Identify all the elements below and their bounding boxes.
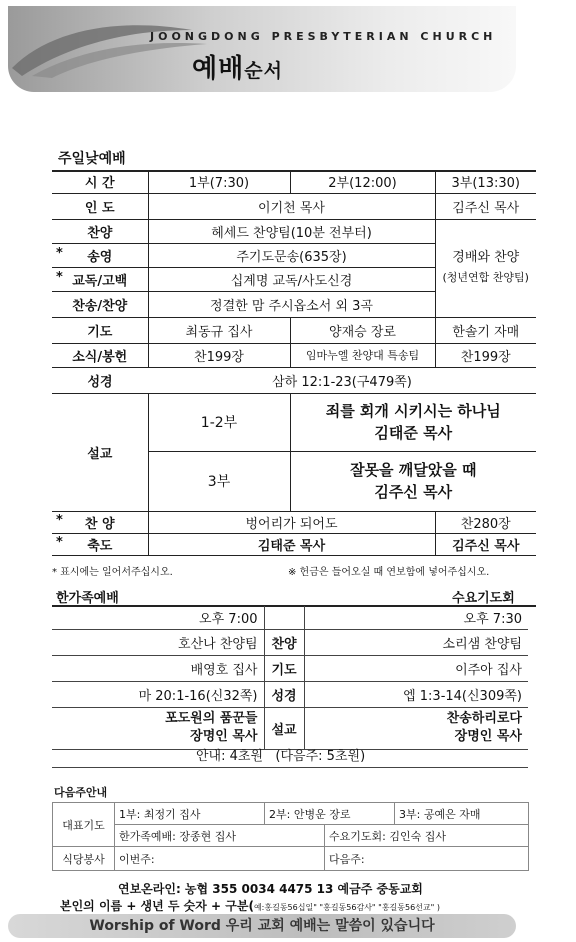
family-sermon-title: 포도원의 품꾼들 xyxy=(165,711,258,726)
name-rule-text: 본인의 이름 + 생년 두 숫자 + 구분( xyxy=(60,899,254,913)
header-swoosh-decoration xyxy=(12,18,212,78)
offering-part1: 찬199장 xyxy=(148,343,290,367)
family-label-time xyxy=(264,606,304,629)
family-time: 오후 7:00 xyxy=(52,606,264,629)
wednesday-prayer: 이주아 집사 xyxy=(304,655,528,681)
offering-part3: 찬199장 xyxy=(435,343,536,367)
next-week-table xyxy=(52,802,529,871)
label-hymn: 찬송/찬양 xyxy=(52,291,148,317)
title-main: 예배 xyxy=(192,54,245,84)
wednesday-sermon-title: 찬송하리로다 xyxy=(446,711,522,726)
sermon-title-1: 죄를 회개 시키시는 하나님 xyxy=(325,402,501,420)
row-lead xyxy=(52,193,536,219)
wednesday-sermon xyxy=(304,707,528,749)
wednesday-sermon-preacher: 장명인 목사 xyxy=(454,729,522,744)
stand-note: * 표시에는 일어서주십시오. xyxy=(52,567,173,578)
lead-part3: 김주신 목사 xyxy=(435,193,536,219)
wednesday-time: 오후 7:30 xyxy=(304,606,528,629)
row-benediction xyxy=(52,533,536,555)
label-closing-hymn: 찬 양 xyxy=(84,516,115,532)
sermon-1-cell xyxy=(290,393,536,451)
time-part3: 3부(13:30) xyxy=(435,171,536,193)
benediction-part12: 김태준 목사 xyxy=(148,533,435,555)
family-row xyxy=(52,629,528,655)
praise-part12: 헤세드 찬양팀(10분 전부터) xyxy=(148,219,435,243)
family-bottom-rule xyxy=(52,767,528,768)
closing-hymn-part3: 찬280장 xyxy=(435,511,536,533)
rep-prayer-part2: 2부: 안병운 장로 xyxy=(265,803,395,825)
row-scripture xyxy=(52,367,536,393)
sermon-2-cell xyxy=(290,451,536,511)
kitchen-next-week: 다음주: xyxy=(325,847,529,871)
sermon-preacher-1: 김태준 목사 xyxy=(374,424,453,442)
label-sermon: 설교 xyxy=(52,393,148,511)
guide-group xyxy=(196,745,365,764)
lead-part12: 이기천 목사 xyxy=(148,193,435,219)
sunday-service-table xyxy=(52,171,536,556)
page-title xyxy=(192,48,283,85)
row-closing-hymn xyxy=(52,511,536,533)
row-time xyxy=(52,171,536,193)
stand-mark: * xyxy=(56,245,63,261)
church-name: JOONGDONG PRESBYTERIAN CHURCH xyxy=(150,30,497,43)
title-sub: 순서 xyxy=(244,60,283,82)
family-row xyxy=(52,606,528,629)
family-row xyxy=(52,655,528,681)
guide-next-week: (다음주: 5초원) xyxy=(275,749,366,764)
family-prayer: 배영호 집사 xyxy=(52,655,264,681)
family-label-scripture: 성경 xyxy=(264,681,304,707)
stand-mark: * xyxy=(56,512,63,528)
family-prayer-next: 한가족예배: 장종현 집사 xyxy=(115,825,325,847)
stand-mark: * xyxy=(56,269,63,285)
label-offering: 소식/봉헌 xyxy=(52,343,148,367)
label-lead: 인 도 xyxy=(52,193,148,219)
time-part1: 1부(7:30) xyxy=(148,171,290,193)
name-rule-examples: 예:홍길동56십일" "홍길동56감사" "홍길동56선교" ) xyxy=(253,903,440,912)
family-praise: 호산나 찬양팀 xyxy=(52,629,264,655)
closing-hymn-part12: 벙어리가 되어도 xyxy=(148,511,435,533)
label-time: 시 간 xyxy=(52,171,148,193)
label-confession: 교독/고백 xyxy=(72,273,128,289)
row-praise xyxy=(52,219,536,243)
sermon-preacher-2: 김주신 목사 xyxy=(374,483,453,501)
label-benediction: 축도 xyxy=(87,538,113,554)
time-part2: 2부(12:00) xyxy=(290,171,435,193)
family-label-sermon: 설교 xyxy=(264,707,304,749)
scripture-all: 삼하 12:1-23(구479쪽) xyxy=(148,367,536,393)
label-prayer: 기도 xyxy=(52,317,148,343)
family-service-title: 한가족예배 xyxy=(56,591,119,606)
label-song: 송영 xyxy=(87,249,113,265)
hymn-part12: 정결한 맘 주시옵소서 외 3곡 xyxy=(148,291,435,317)
sermon-title-2: 잘못을 깨달았을 때 xyxy=(350,461,477,479)
family-sermon-preacher: 장명인 목사 xyxy=(190,729,258,744)
family-scripture: 마 20:1-16(신32쪽) xyxy=(52,681,264,707)
kitchen-label: 식당봉사 xyxy=(53,847,115,871)
part3-praise-line1: 경배와 찬양 xyxy=(452,250,520,265)
rep-prayer-part1: 1부: 최정기 집사 xyxy=(115,803,265,825)
wednesday-prayer-next: 수요기도회: 김인숙 집사 xyxy=(325,825,529,847)
prayer-part2: 양재승 장로 xyxy=(290,317,435,343)
prayer-part3: 한솔기 자매 xyxy=(435,317,536,343)
wednesday-scripture: 엡 1:3-14(신309쪽) xyxy=(304,681,528,707)
benediction-part3: 김주신 목사 xyxy=(435,533,536,555)
offering-part2: 임마누엘 찬양대 특송팀 xyxy=(290,343,435,367)
kitchen-this-week: 이번주: xyxy=(115,847,325,871)
rep-prayer-part3: 3부: 공예은 자매 xyxy=(395,803,529,825)
next-week-title: 다음주안내 xyxy=(54,786,108,799)
family-service-table xyxy=(52,606,528,750)
row-offering xyxy=(52,343,536,367)
family-label-prayer: 기도 xyxy=(264,655,304,681)
label-scripture: 성경 xyxy=(52,367,148,393)
slogan-bar xyxy=(8,914,516,938)
song-part12: 주기도문송(635장) xyxy=(148,243,435,267)
stand-mark: * xyxy=(56,534,63,550)
online-offering-info: 연보온라인: 농협 355 0034 4475 13 예금주 중동교회 xyxy=(118,882,423,896)
sunday-service-title: 주일낮예배 xyxy=(58,151,126,167)
praise-part3-merged xyxy=(435,219,536,317)
offering-note: ※ 헌금은 들어오실 때 연보함에 넣어주십시오. xyxy=(288,567,490,578)
sermon-part-3: 3부 xyxy=(148,451,290,511)
wednesday-service-title: 수요기도회 xyxy=(452,591,515,606)
rep-prayer-label: 대표기도 xyxy=(53,803,115,847)
wednesday-praise: 소리샘 찬양팀 xyxy=(304,629,528,655)
guide-this-week: 안내: 4초원 xyxy=(196,749,264,764)
family-sermon xyxy=(52,707,264,749)
family-row xyxy=(52,707,528,749)
slogan-text: Worship of Word 우리 교회 예배는 말씀이 있습니다 xyxy=(89,918,435,934)
part3-praise-line2: (청년연합 찬양팀) xyxy=(442,271,529,284)
family-label-praise: 찬양 xyxy=(264,629,304,655)
row-sermon-1 xyxy=(52,393,536,451)
row-prayer xyxy=(52,317,536,343)
family-row xyxy=(52,681,528,707)
prayer-part1: 최동규 집사 xyxy=(148,317,290,343)
label-praise: 찬양 xyxy=(52,219,148,243)
sermon-part-1-2: 1-2부 xyxy=(148,393,290,451)
confession-part12: 십계명 교독/사도신경 xyxy=(148,267,435,291)
offering-name-rule xyxy=(60,897,440,914)
